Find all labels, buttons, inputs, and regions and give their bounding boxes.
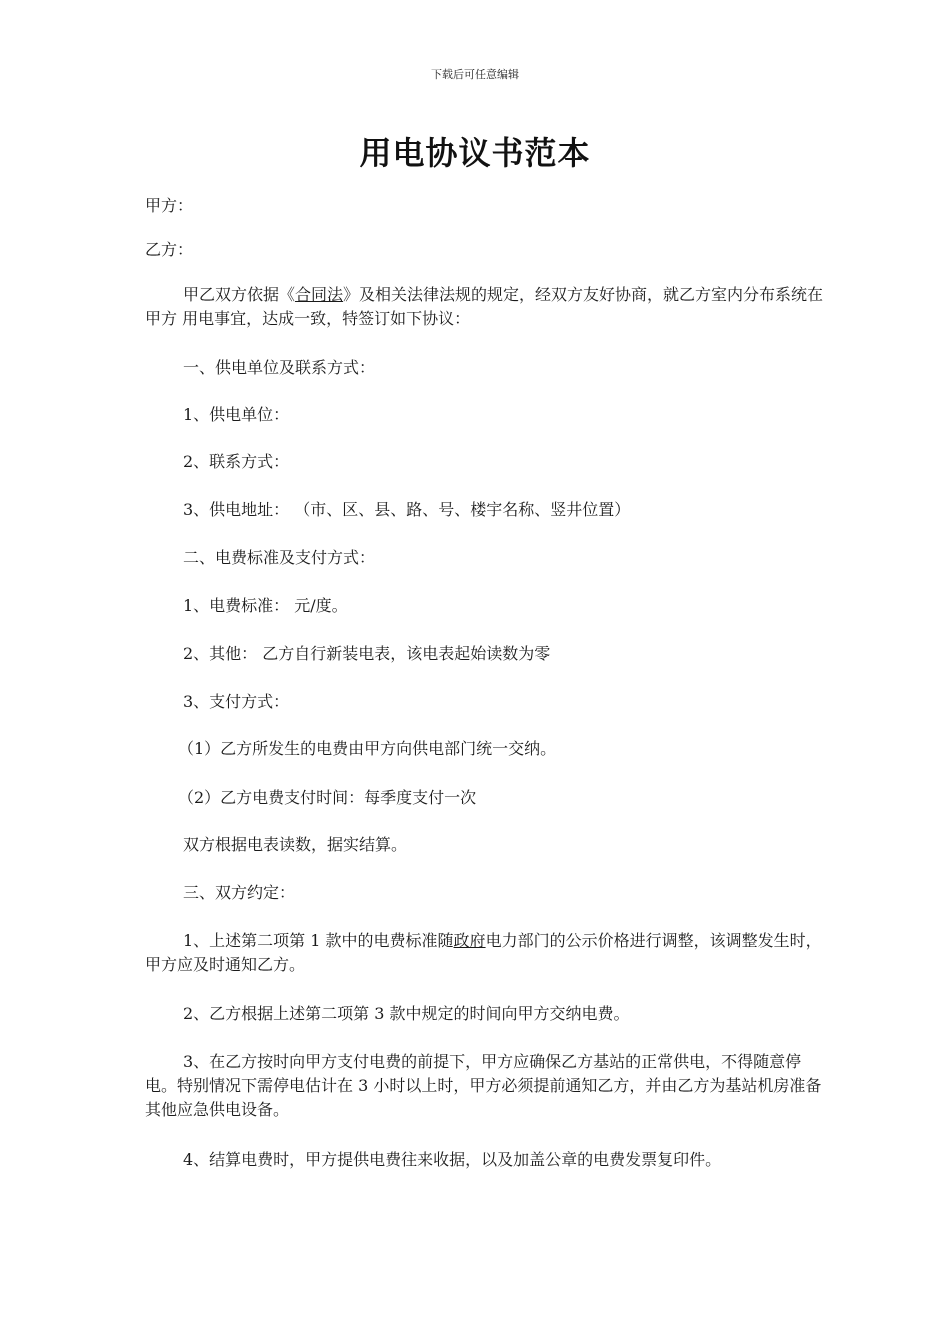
- section2-note: 双方根据电表读数，据实结算。: [183, 835, 408, 854]
- section2-heading: 二、电费标准及支付方式：: [183, 548, 376, 567]
- section3-item2: 2、乙方根据上述第二项第 3 款中规定的时间向甲方交纳电费。: [183, 1004, 630, 1023]
- section2-item3: 3、支付方式：: [183, 692, 290, 711]
- section2-sub1: （1）乙方所发生的电费由甲方向供电部门统一交纳。: [178, 739, 557, 758]
- section3-heading: 三、双方约定：: [183, 883, 296, 902]
- section1-item2: 2、联系方式：: [183, 452, 290, 471]
- section2-item2: 2、其他： 乙方自行新装电表，该电表起始读数为零: [183, 644, 551, 663]
- section1-item3: 3、供电地址： （市、区、县、路、号、楼宇名称、竖井位置）: [183, 500, 631, 519]
- section1-item1: 1、供电单位：: [183, 405, 290, 424]
- intro-paragraph: [145, 283, 825, 331]
- header-note: 下载后可任意编辑: [431, 68, 519, 81]
- section1-heading: 一、供电单位及联系方式：: [183, 358, 376, 377]
- document-title: 用电协议书范本: [359, 134, 591, 172]
- contract-law-link[interactable]: 合同法: [295, 285, 344, 304]
- section2-item1: 1、电费标准： 元/度。: [183, 596, 348, 615]
- section3-item1-post: 电力部门的公示价格进行调整，该调整发生时，甲方应及时通知乙方。: [145, 931, 822, 974]
- section2-sub2: （2）乙方电费支付时间：每季度支付一次: [178, 788, 477, 807]
- section3-item3: 3、在乙方按时向甲方支付电费的前提下，甲方应确保乙方基站的正常供电，不得随意停电。特别情况下需停电估计在 3 小时以上时，甲方必须提前通知乙方，并由乙方为基站机房准备其他应急供电设备。: [145, 1052, 822, 1119]
- party-a-label: 甲方：: [145, 196, 194, 215]
- section3-item4: 4、结算电费时，甲方提供电费往来收据，以及加盖公章的电费发票复印件。: [183, 1150, 722, 1169]
- intro-pre: 甲乙双方依据《: [183, 285, 296, 304]
- party-b-label: 乙方：: [145, 240, 194, 259]
- intro-post: 》及相关法律法规的规定，经双方友好协商，就乙方室内分布系统在甲方 用电事宜，达成一致，特签订如下协议：: [145, 285, 824, 328]
- section3-item1: [145, 929, 825, 977]
- section3-item1-pre: 1、上述第二项第 1 款中的电费标准随: [183, 931, 454, 950]
- government-link[interactable]: 政府: [453, 931, 486, 950]
